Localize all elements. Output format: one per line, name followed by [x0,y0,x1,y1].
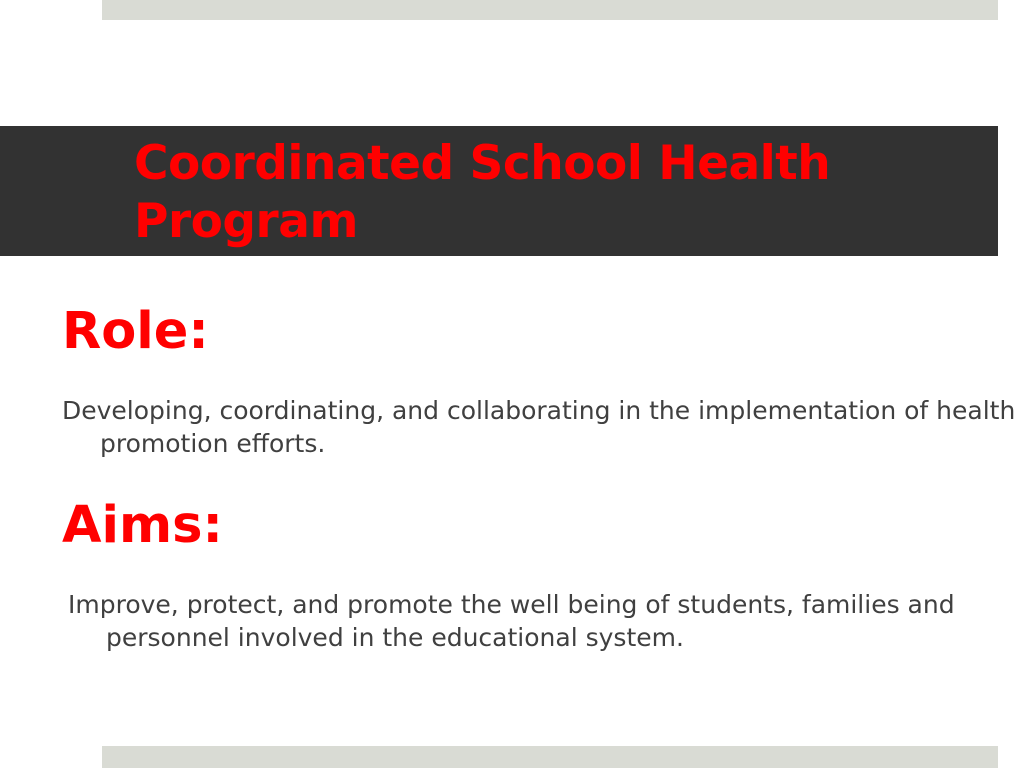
role-description: Developing, coordinating, and collaborating in the implementation of health promotion efforts. [62,396,1016,458]
role-heading: Role: [62,302,209,361]
top-decorative-bar [102,0,998,20]
aims-description: Improve, protect, and promote the well being of students, families and personnel involved in the educational system. [68,590,955,652]
bottom-decorative-bar [102,746,998,768]
slide-title: Coordinated School Health Program [134,136,831,249]
aims-heading: Aims: [62,496,223,555]
